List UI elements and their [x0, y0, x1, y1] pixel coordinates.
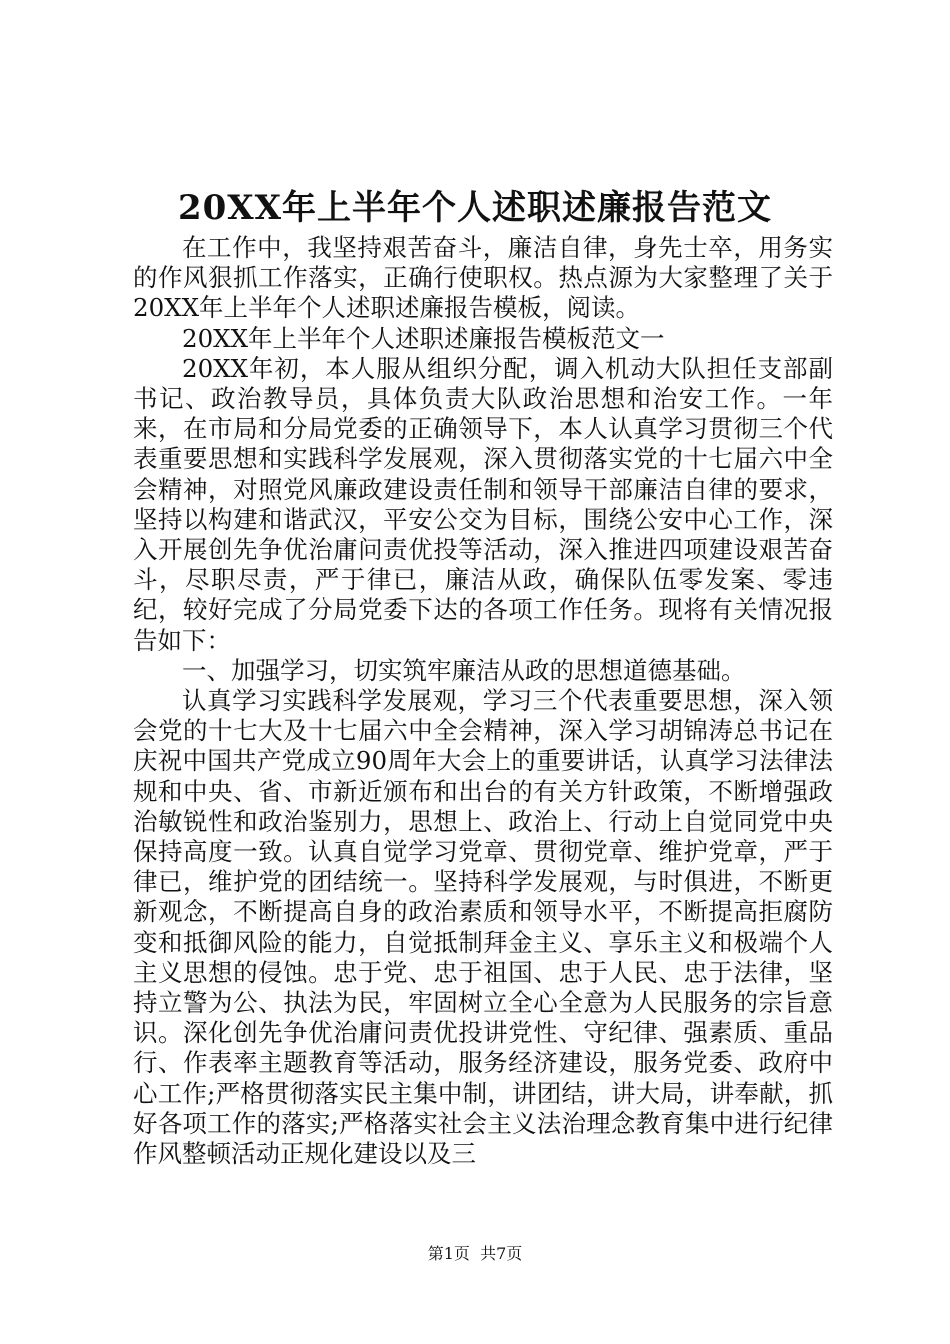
intro-paragraph: 在工作中，我坚持艰苦奋斗，廉洁自律，身先士卒，用务实的作风狠抓工作落实，正确行使职权。热点源为大家整理了关于20XX年上半年个人述职述廉报告模板，阅读。	[133, 233, 833, 323]
body-paragraph: 20XX年初，本人服从组织分配，调入机动大队担任支部副书记、政治教导员，具体负责大队政治思想和治安工作。一年来，在市局和分局党委的正确领导下，本人认真学习贯彻三个代表重要思想和实践科学发展观，深入贯彻落实党的十七届六中全会精神，对照党风廉政建设责任制和领导干部廉洁自律的要求，坚持以构建和谐武汉，平安公交为目标，围绕公安中心工作，深入开展创先争优治庸问责优投等活动，深入推进四项建设艰苦奋斗，尽职尽责，严于律已，廉洁从政，确保队伍零发案、零违纪，较好完成了分局党委下达的各项工作任务。现将有关情况报告如下：	[133, 353, 833, 655]
body-paragraph: 认真学习实践科学发展观，学习三个代表重要思想，深入领会党的十七大及十七届六中全会精神，深入学习胡锦涛总书记在庆祝中国共产党成立90周年大会上的重要讲话，认真学习法律法规和中央、省、市新近颁布和出台的有关方针政策，不断增强政治敏锐性和政治鉴别力，思想上、政治上、行动上自觉同党中央保持高度一致。认真自觉学习党章、贯彻党章、维护党章，严于律已，维护党的团结统一。坚持科学发展观，与时俱进，不断更新观念，不断提高自身的政治素质和领导水平，不断提高拒腐防变和抵御风险的能力，自觉抵制拜金主义、享乐主义和极端个人主义思想的侵蚀。忠于党、忠于祖国、忠于人民、忠于法律，坚持立警为公、执法为民，牢固树立全心全意为人民服务的宗旨意识。深化创先争优治庸问责优投讲党性、守纪律、强素质、重品行、作表率主题教育等活动，服务经济建设，服务党委、政府中心工作;严格贯彻落实民主集中制，讲团结，讲大局，讲奉献，抓好各项工作的落实;严格落实社会主义法治理念教育集中进行纪律作风整顿活动正规化建设以及三	[133, 686, 833, 1169]
page-number: 第1页	[427, 1244, 470, 1263]
page-footer	[0, 1242, 950, 1266]
document-title: 20XX年上半年个人述职述廉报告范文	[177, 188, 773, 228]
subsection-heading: 一、加强学习，切实筑牢廉洁从政的思想道德基础。	[182, 655, 746, 685]
document-body	[133, 233, 833, 1169]
page-total: 共7页	[480, 1244, 523, 1263]
section-heading: 20XX年上半年个人述职述廉报告模板范文一	[182, 323, 665, 353]
